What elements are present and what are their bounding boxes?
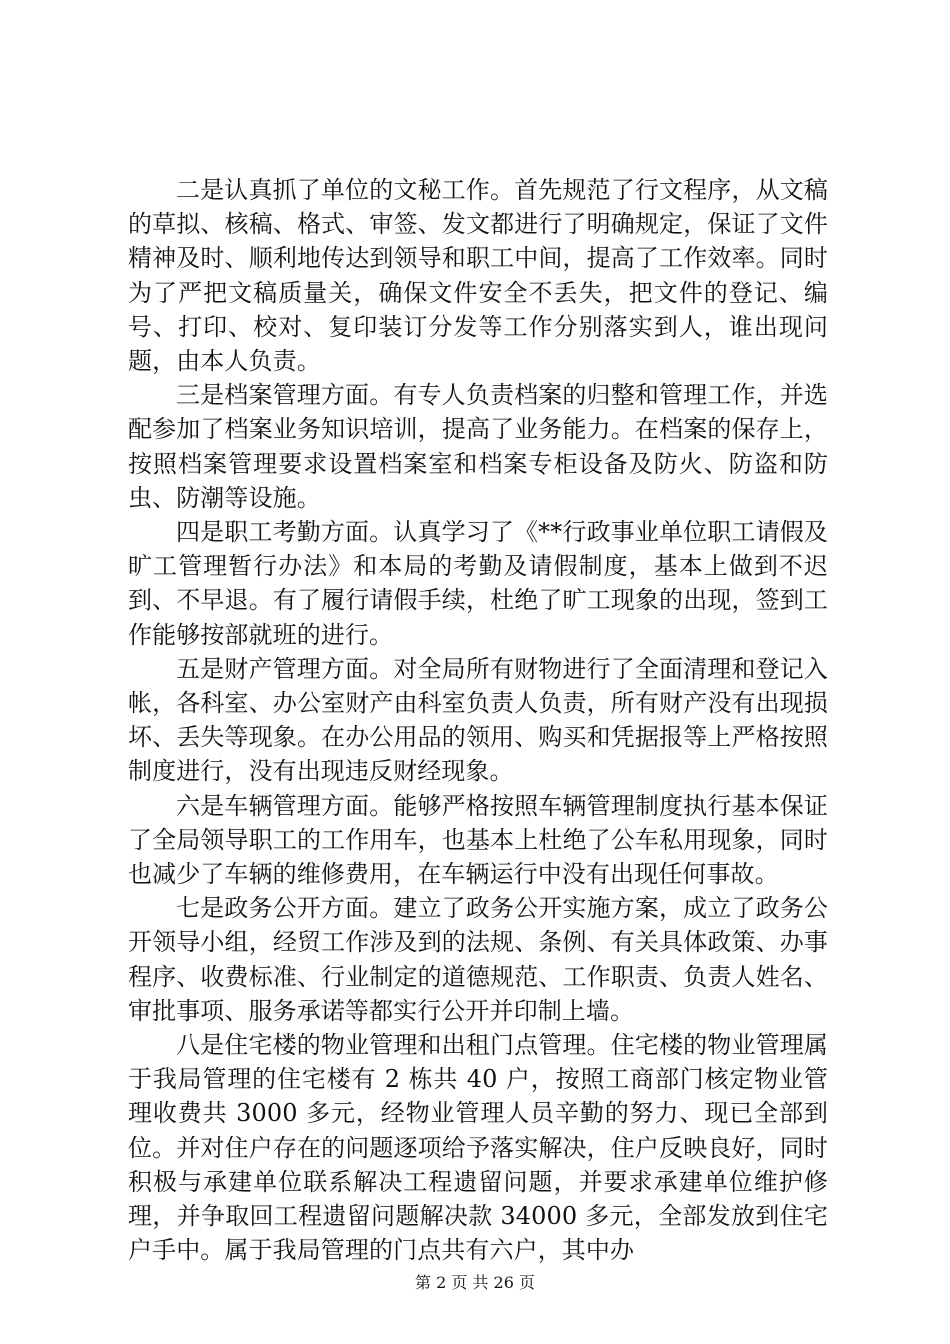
document-body: [128, 173, 828, 1268]
paragraph-2: 二是认真抓了单位的文秘工作。首先规范了行文程序，从文稿的草拟、核稿、格式、审签、发文都进行了明确规定，保证了文件精神及时、顺利地传达到领导和职工中间，提高了工作效率。同时为了严把文稿质量关，确保文件安全不丢失，把文件的登记、编号、打印、校对、复印装订分发等工作分别落实到人，谁出现问题，由本人负责。: [128, 176, 828, 376]
paragraph-4: 四是职工考勤方面。认真学习了《**行政事业单位职工请假及旷工管理暂行办法》和本局的考勤及请假制度，基本上做到不迟到、不早退。有了履行请假手续，杜绝了旷工现象的出现，签到工作能够按部就班的进行。: [128, 518, 828, 649]
paragraph-3: 三是档案管理方面。有专人负责档案的归整和管理工作，并选配参加了档案业务知识培训，提高了业务能力。在档案的保存上，按照档案管理要求设置档案室和档案专柜设备及防火、防盗和防虫、防潮等设施。: [128, 381, 828, 512]
paragraph-7: 七是政务公开方面。建立了政务公开实施方案，成立了政务公开领导小组，经贸工作涉及到的法规、条例、有关具体政策、办事程序、收费标准、行业制定的道德规范、工作职责、负责人姓名、审批事项、服务承诺等都实行公开并印制上墙。: [128, 894, 828, 1025]
page-footer: [0, 1273, 950, 1293]
paragraph-8: 八是住宅楼的物业管理和出租门点管理。住宅楼的物业管理属于我局管理的住宅楼有 2 栋共 40 户，按照工商部门核定物业管理收费共 3000 多元，经物业管理人员辛勤的努力、现已全部到位。并对住户存在的问题逐项给予落实解决，住户反映良好，同时积极与承建单位联系解决工程遗留问题，并要求承建单位维护修理，并争取回工程遗留问题解决款 34000 多元，全部发放到住宅户手中。属于我局管理的门点共有六户，其中办: [128, 1031, 828, 1265]
paragraph-5: 五是财产管理方面。对全局所有财物进行了全面清理和登记入帐，各科室、办公室财产由科室负责人负责，所有财产没有出现损坏、丢失等现象。在办公用品的领用、购买和凭据报等上严格按照制度进行，没有出现违反财经现象。: [128, 654, 828, 786]
paragraph-6: 六是车辆管理方面。能够严格按照车辆管理制度执行基本保证了全局领导职工的工作用车，也基本上杜绝了公车私用现象，同时也减少了车辆的维修费用，在车辆运行中没有出现任何事故。: [128, 791, 828, 889]
page-number-label: 第 2 页 共 26 页: [415, 1273, 535, 1292]
